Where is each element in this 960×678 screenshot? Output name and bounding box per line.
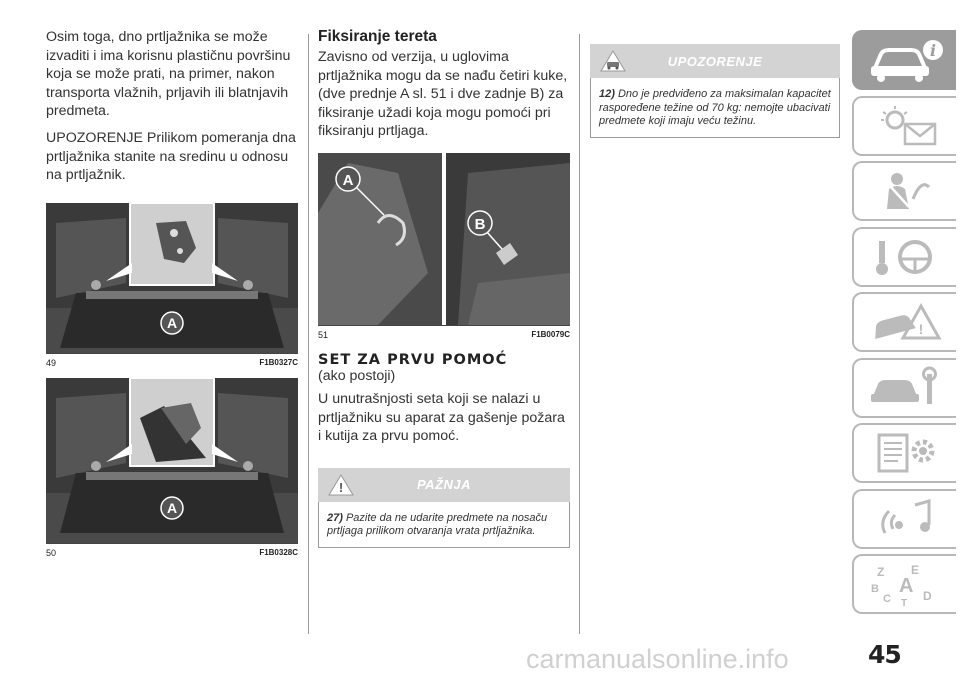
- warning-triangle-icon: [328, 474, 354, 501]
- tab-emergency[interactable]: [852, 292, 956, 352]
- seatbelt-airbag-icon: [865, 169, 945, 213]
- watermark: carmanualsonline.info: [526, 644, 789, 674]
- paragraph-floor-removable: Osim toga, dno prtljažnika se može izvaditi i ima korisnu plastičnu površinu koja se može prati, na primer, nakon transporta vlažnih, prljavih ili blatnjavih predmeta.: [46, 29, 291, 120]
- notice-caution-title: PAŽNJA: [416, 477, 472, 493]
- tab-safety[interactable]: [852, 161, 956, 221]
- svg-text:C: C: [883, 593, 891, 605]
- svg-text:E: E: [911, 563, 920, 577]
- figure-51: [318, 153, 570, 325]
- key-steering-wheel-icon: [865, 235, 945, 279]
- figure-50: [46, 378, 298, 543]
- car-info-icon: [865, 38, 945, 82]
- warning-lights-icon: [865, 104, 945, 148]
- svg-text:A: A: [899, 575, 914, 597]
- figure-51-caption: [318, 325, 570, 340]
- car-warning-icon: [600, 50, 626, 77]
- document-gear-icon: [865, 431, 945, 475]
- svg-text:T: T: [901, 598, 908, 606]
- notice-caution-body: [318, 502, 570, 548]
- section-title-first-aid: SET ZA PRVU POMOĆ: [318, 351, 508, 368]
- notice-warning-body: [590, 78, 840, 138]
- trunk-illustration-50: [46, 378, 298, 543]
- notice-warning-text: Dno je predviđeno za maksimalan kapacitet raspoređene težine od 70 kg: nemojte ubacivati predmete koji imaju veću težinu.: [599, 88, 831, 127]
- paragraph-hooks: Zavisno od verzija, u uglovima prtljažnika mogu da se nađu četiri kuke, (dve prednje A sl. 51 i dve zadnje B) za fiksiranje užadi koja mogu pomoći pri fiksiranju prtljaga.: [318, 49, 568, 140]
- tab-technical-data[interactable]: [852, 423, 956, 483]
- hooks-illustration-51: [318, 153, 570, 325]
- figure-49: [46, 203, 298, 353]
- car-wrench-icon: [865, 366, 945, 410]
- figure-50-callout: A: [166, 499, 178, 516]
- figure-51-callout-a: A: [342, 171, 354, 189]
- notice-warning-title: UPOZORENJE: [667, 53, 763, 69]
- figure-49-code: F1B0327C: [259, 357, 298, 367]
- figure-51-number: 51: [318, 329, 329, 340]
- column-right: [590, 44, 840, 138]
- svg-text:i: i: [929, 41, 937, 60]
- figure-51-callout-b: B: [474, 215, 486, 233]
- figure-49-callout: A: [166, 314, 178, 331]
- tab-multimedia[interactable]: [852, 489, 956, 549]
- emergency-car-icon: [865, 300, 945, 344]
- paragraph-warning-floor: UPOZORENJE Prilikom pomeranja dna prtljažnika stanite na sredinu u odnosu na prtljažnik.: [46, 129, 296, 184]
- alphabet-index-icon: [865, 562, 945, 606]
- chapter-tabs: [852, 30, 956, 620]
- section-subtitle: (ako postoji): [318, 367, 396, 384]
- tab-starting-driving[interactable]: [852, 227, 956, 287]
- column-divider-2: [579, 34, 580, 634]
- page-number: 45: [868, 640, 901, 669]
- notice-caution-text: Pazite da ne udarite predmete na nosaču prtljaga prilikom otvaranja vrata prtljažnika.: [327, 511, 548, 538]
- svg-text:D: D: [923, 589, 932, 603]
- notice-warning-header: [590, 44, 840, 78]
- svg-text:!: !: [338, 479, 344, 495]
- tab-maintenance[interactable]: [852, 358, 956, 418]
- tab-car-info[interactable]: [852, 30, 956, 90]
- tab-index[interactable]: [852, 554, 956, 614]
- figure-50-caption: [46, 543, 298, 558]
- notice-caution-header: [318, 468, 570, 502]
- column-divider-1: [308, 34, 309, 634]
- column-left: [46, 28, 298, 558]
- tab-dashboard-lights[interactable]: [852, 96, 956, 156]
- svg-text:Z: Z: [877, 565, 885, 579]
- figure-51-code: F1B0079C: [531, 329, 570, 339]
- heading-load-fixing: Fiksiranje tereta: [318, 28, 437, 45]
- column-middle: [318, 28, 570, 548]
- notice-warning-number: 12): [599, 88, 615, 100]
- figure-49-number: 49: [46, 357, 57, 368]
- figure-50-number: 50: [46, 547, 57, 558]
- paragraph-first-aid: U unutrašnjosti seta koji se nalazi u prtljažniku su aparat za gašenje požara i kutija za prvu pomoć.: [318, 390, 565, 445]
- trunk-illustration-49: [46, 203, 298, 353]
- figure-49-caption: [46, 353, 298, 368]
- svg-text:!: !: [918, 321, 924, 337]
- notice-caution-number: 27): [327, 511, 343, 524]
- figure-50-code: F1B0328C: [259, 547, 298, 557]
- svg-text:B: B: [871, 583, 879, 595]
- signal-music-icon: [865, 497, 945, 541]
